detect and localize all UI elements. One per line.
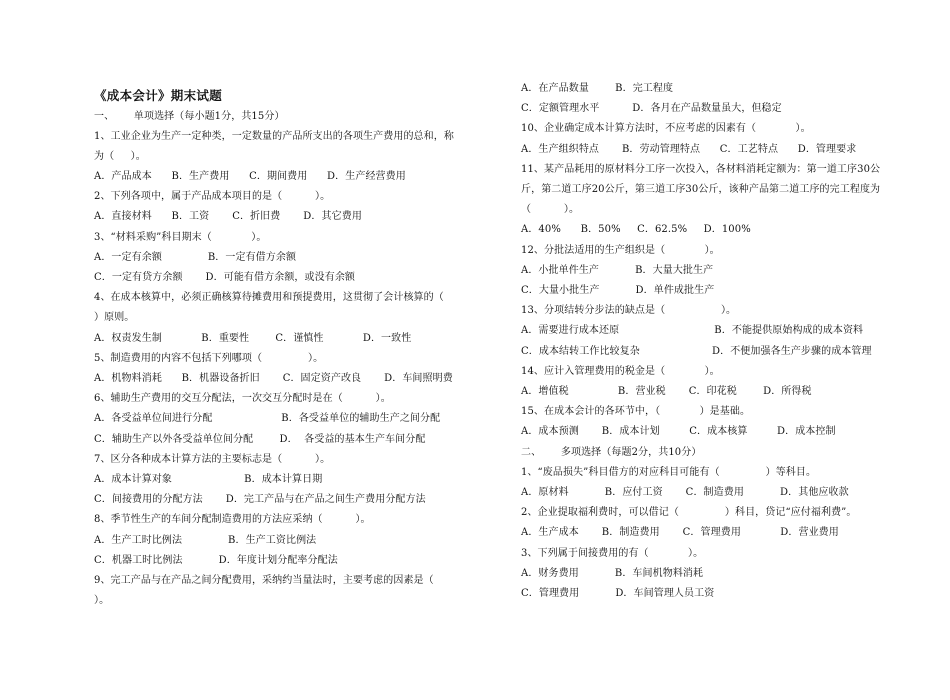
- text-line: C．一定有贷方余额 D．可能有借方余额，或没有余额: [94, 272, 356, 283]
- text-line: C．管理费用 D．车间管理人员工资: [521, 588, 715, 599]
- text-line: 1、工业企业为生产一定种类，一定数量的产品所支出的各项生产费用的总和，称: [94, 131, 454, 142]
- text-line: C．大量小批生产 D．单件成批生产: [521, 285, 715, 296]
- text-line: A．成本预测 B．成本计划 C．成本核算 D．成本控制: [521, 426, 836, 437]
- text-line: A．权责发生制 B．重要性 C．谨慎性 D．一致性: [94, 333, 412, 344]
- text-line: A．一定有余额 B．一定有借方余额: [94, 252, 297, 263]
- text-line: A．增值税 B．营业税 C．印花税 D．所得税: [521, 386, 812, 397]
- text-line: A．需要进行成本还原 B．不能提供原始构成的成本资料: [521, 325, 864, 336]
- text-line: 2、下列各项中，属于产品成本项目的是（ ）。: [94, 191, 331, 202]
- text-line: 12、分批法适用的生产组织是（ ）。: [521, 245, 720, 256]
- text-line: A．财务费用 B．车间机物料消耗: [521, 568, 704, 579]
- text-line: 8、季节性生产的车间分配制造费用的方法应采纳（ ）。: [94, 514, 371, 525]
- text-line: ）原则。: [94, 312, 135, 323]
- text-line: 5、制造费用的内容不包括下列哪项（ ）。: [94, 353, 324, 364]
- text-line: A．机物料消耗 B．机器设备折旧 C．固定资产改良 D．车间照明费: [94, 373, 453, 384]
- text-line: C．间接费用的分配方法 D．完工产品与在产品之间生产费用分配方法: [94, 494, 426, 505]
- text-line: 斤，第二道工序20公斤，第三道工序30公斤，该种产品第二道工序的完工程度为: [521, 184, 881, 195]
- text-line: A．小批单件生产 B．大量大批生产: [521, 265, 714, 276]
- text-line: 4、在成本核算中，必须正确核算待摊费用和预提费用，这贯彻了会计核算的（: [94, 292, 444, 303]
- text-line: C．机器工时比例法 D．年度计划分配率分配法: [94, 555, 338, 566]
- text-line: A．原材料 B．应付工资 C．制造费用 D．其他应收款: [521, 487, 849, 498]
- text-line: A．生产成本 B．制造费用 C．管理费用 D．营业费用: [521, 527, 839, 538]
- text-line: 7、区分各种成本计算方法的主要标志是（ ）。: [94, 454, 331, 465]
- text-line: 3、“材料采购”科目期末（ ）。: [94, 232, 267, 243]
- text-line: A．各受益单位间进行分配 B．各受益单位的辅助生产之间分配: [94, 413, 441, 424]
- text-line: 14、应计入管理费用的税金是（ ）。: [521, 366, 720, 377]
- text-line: A．在产品数量 B．完工程度: [521, 83, 674, 94]
- text-line: 10、企业确定成本计算方法时，不应考虑的因素有（ ）。: [521, 123, 811, 134]
- text-line: 1、“废品损失”科目借方的对应科目可能有（ ）等科目。: [521, 467, 817, 478]
- text-line: C．辅助生产以外各受益单位间分配 D． 各受益的基本生产车间分配: [94, 434, 426, 445]
- text-line: 2、企业提取福利费时，可以借记（ ）科目，贷记“应付福利费”。: [521, 507, 857, 518]
- text-line: A．直接材料 B．工资 C．折旧费 D．其它费用: [94, 211, 362, 222]
- text-line: A．成本计算对象 B．成本计算日期: [94, 474, 323, 485]
- text-line: A．产品成本 B．生产费用 C．期间费用 D．生产经营费用: [94, 171, 406, 182]
- text-line: 13、分项结转分步法的缺点是（ ）。: [521, 305, 737, 316]
- text-line: 11、某产品耗用的原材料分工序一次投入，各材料消耗定额为：第一道工序30公: [521, 164, 881, 175]
- text-line: ）。: [94, 595, 110, 606]
- section-heading-multiple-choice: 二、 多项选择（每题2分，共10分）: [521, 447, 702, 458]
- text-line: 6、辅助生产费用的交互分配法，一次交互分配时是在（ ）。: [94, 393, 391, 404]
- text-line: （ ）。: [521, 204, 580, 215]
- text-line: 3、下列属于间接费用的有（ ）。: [521, 548, 704, 559]
- text-line: C．定额管理水平 D．各月在产品数量虽大，但稳定: [521, 103, 782, 114]
- text-line: C．成本结转工作比较复杂 D．不便加强各生产步骤的成本管理: [521, 346, 872, 357]
- text-line: A．40% B．50% C．62.5% D．100%: [521, 224, 751, 235]
- exam-title: 《成本会计》期末试题: [94, 88, 223, 103]
- text-line: 15、在成本会计的各环节中，（ ）是基础。: [521, 406, 751, 417]
- section-heading-single-choice: 一、 单项选择（每小题1分，共15分）: [94, 111, 285, 122]
- text-line: A．生产组织特点 B．劳动管理特点 C．工艺特点 D．管理要求: [521, 144, 857, 155]
- text-line: 为（ ）。: [94, 151, 146, 162]
- text-line: A．生产工时比例法 B．生产工资比例法: [94, 535, 317, 546]
- text-line: 9、完工产品与在产品之间分配费用，采纳约当量法时，主要考虑的因素是（: [94, 575, 434, 586]
